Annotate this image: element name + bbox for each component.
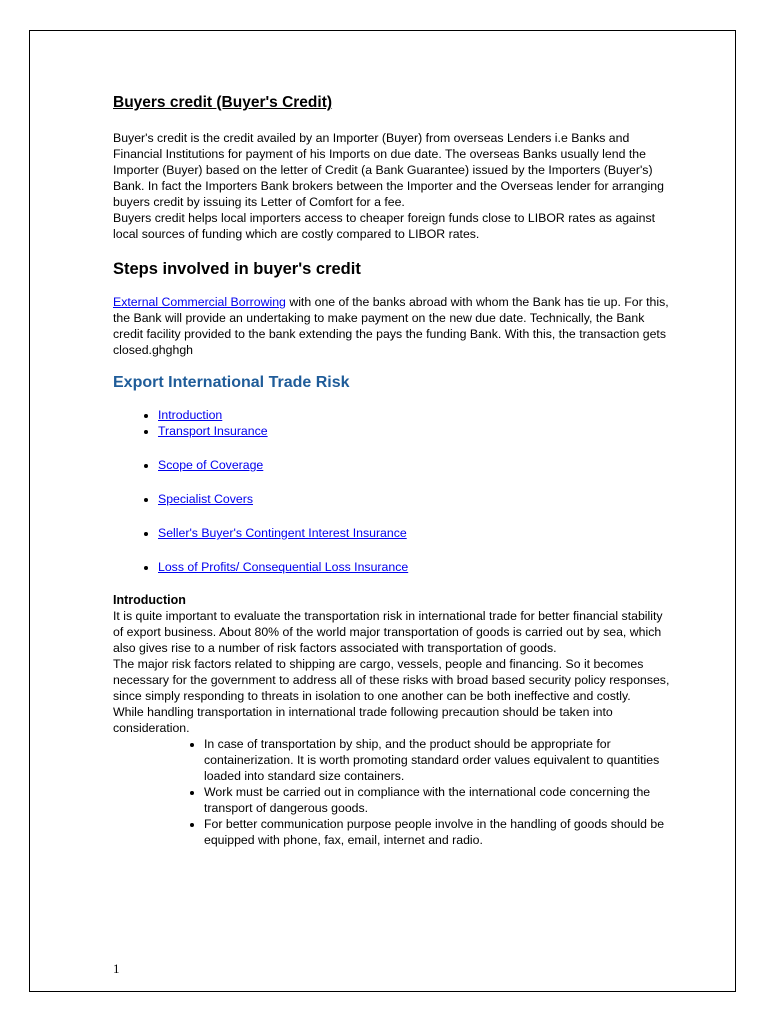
list-item	[158, 407, 673, 423]
buyers-credit-paragraph-2: Buyers credit helps local importers access to cheaper foreign funds close to LIBOR rates as against local sources of funding which are costly compared to LIBOR rates.	[113, 211, 656, 241]
introduction-paragraph-3: While handling transportation in international trade following precaution should be taken into consideration.	[113, 705, 613, 735]
export-risk-heading: Export International Trade Risk	[113, 374, 350, 391]
steps-text: with one of the banks abroad with whom the Bank has tie up. For this, the Bank will provide an undertaking to make payment on the new due date. Technically, the Bank credit facility provided to the bank extending the pays the funding Bank. With this, the transaction gets closed.ghghgh	[113, 295, 669, 357]
transport-insurance-link[interactable]: Transport Insurance	[158, 424, 268, 438]
page-content	[113, 93, 673, 848]
list-item: • For better communication purpose people involve in the handling of goods should be equipped with phone, fax, email, internet and radio.	[204, 816, 673, 848]
list-item	[158, 559, 673, 575]
introduction-link[interactable]: Introduction	[158, 408, 223, 422]
steps-heading: Steps involved in buyer's credit	[113, 260, 361, 278]
export-topics-list	[113, 407, 673, 575]
introduction-paragraph-2: The major risk factors related to shipping are cargo, vessels, people and financing. So it becomes necessary for the government to address all of these risks with broad based security policy responses, since simply responding to threats in isolation to one another can be both ineffective and costly.	[113, 657, 670, 703]
list-item	[158, 491, 673, 507]
list-item	[158, 525, 673, 541]
introduction-heading: Introduction	[113, 593, 186, 607]
contingent-interest-insurance-link[interactable]: Seller's Buyer's Contingent Interest Insurance	[158, 526, 407, 540]
loss-of-profits-link[interactable]: Loss of Profits/ Consequential Loss Insurance	[158, 560, 409, 574]
document-title: Buyers credit (Buyer's Credit)	[113, 94, 333, 111]
buyers-credit-paragraph-1: Buyer's credit is the credit availed by an Importer (Buyer) from overseas Lenders i.e Banks and Financial Institutions for payment of his Imports on due date. The overseas Banks usually lend the Importer (Buyer) based on the letter of Credit (a Bank Guarantee) issued by the Importers (Buyer's) Bank. In fact the Importers Bank brokers between the Importer and the Overseas lender for arranging buyers credit by issuing its Letter of Comfort for a fee.	[113, 131, 664, 209]
scope-of-coverage-link[interactable]: Scope of Coverage	[158, 458, 264, 472]
steps-paragraph	[113, 294, 673, 358]
list-item: • In case of transportation by ship, and the product should be appropriate for containerization. It is worth promoting standard order values equivalent to quantities loaded into standard size containers.	[204, 736, 673, 784]
ecb-link[interactable]: External Commercial Borrowing	[113, 295, 286, 309]
introduction-paragraph-1: It is quite important to evaluate the transportation risk in international trade for better financial stability of export business. About 80% of the world major transportation of goods is carried out by sea, which also gives rise to a number of risk factors associated with transportation of goods.	[113, 609, 663, 655]
list-item	[158, 423, 673, 439]
list-item	[158, 457, 673, 473]
document-page	[29, 30, 736, 992]
precautions-list	[113, 736, 673, 848]
list-item: • Work must be carried out in compliance with the international code concerning the transport of dangerous goods.	[204, 784, 673, 816]
specialist-covers-link[interactable]: Specialist Covers	[158, 492, 253, 506]
page-number: 1	[113, 961, 120, 976]
